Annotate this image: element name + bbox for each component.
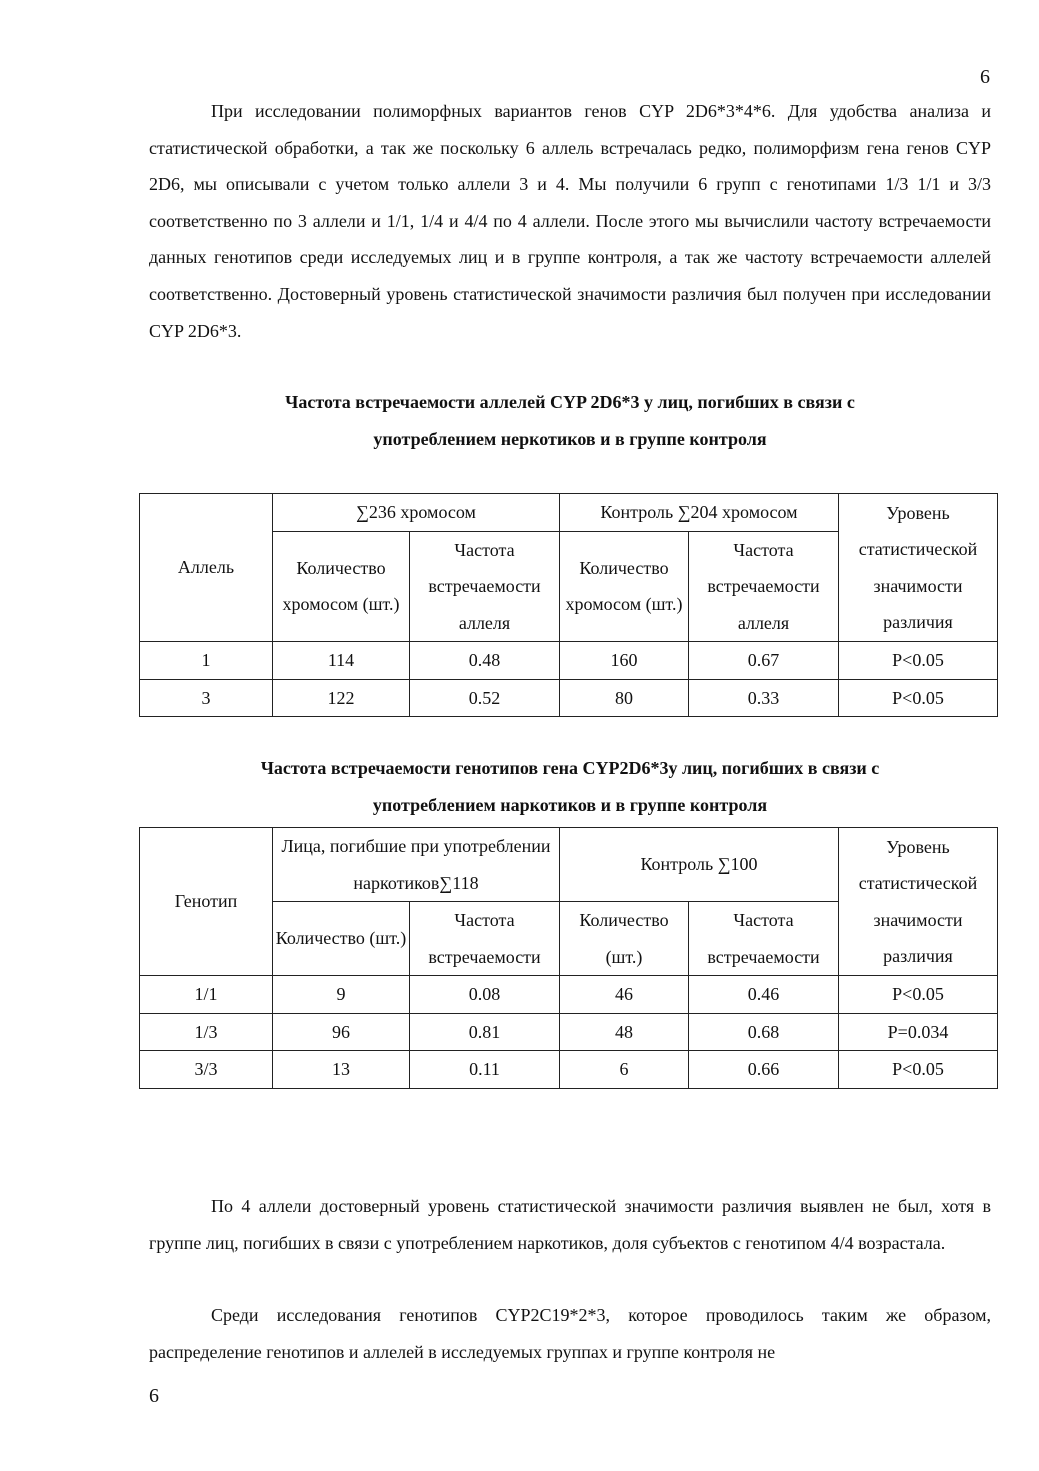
cell-freq-study: 0.48 xyxy=(410,642,560,680)
cell-allele: 3 xyxy=(140,679,273,717)
header-freq-control: Частота встречаемости аллеля xyxy=(689,531,839,642)
header-freq-study: Частота встречаемости аллеля xyxy=(410,531,560,642)
header-count-study: Количество хромосом (шт.) xyxy=(273,531,410,642)
header-count-study: Количество (шт.) xyxy=(273,902,410,976)
header-count-control: Количество хромосом (шт.) xyxy=(560,531,689,642)
table-header-row xyxy=(140,494,998,532)
cell-freq-control: 0.46 xyxy=(689,976,839,1014)
cell-significance: P<0.05 xyxy=(839,976,998,1014)
table-header-row xyxy=(140,828,998,902)
cell-count-study: 122 xyxy=(273,679,410,717)
header-count-control: Количество (шт.) xyxy=(560,902,689,976)
cell-freq-control: 0.66 xyxy=(689,1051,839,1089)
cell-significance: P<0.05 xyxy=(839,642,998,680)
cell-genotype: 3/3 xyxy=(140,1051,273,1089)
paragraph-cyp2c19: Среди исследования генотипов CYP2C19*2*3, которое проводилось таким же образом, распределение генотипов и аллелей в исследуемых группах и группе контроля не xyxy=(149,1305,991,1362)
table-row xyxy=(140,642,998,680)
allele-frequency-table xyxy=(139,493,998,717)
header-group-control: Контроль ∑204 хромосом xyxy=(560,494,839,532)
cell-count-control: 46 xyxy=(560,976,689,1014)
cell-genotype: 1/3 xyxy=(140,1013,273,1051)
cell-count-control: 48 xyxy=(560,1013,689,1051)
page-number-top: 6 xyxy=(980,66,990,88)
cell-freq-study: 0.11 xyxy=(410,1051,560,1089)
cell-freq-study: 0.81 xyxy=(410,1013,560,1051)
header-significance: Уровень статистической значимости различия xyxy=(839,494,998,642)
header-genotype: Генотип xyxy=(140,828,273,976)
genotype-frequency-table xyxy=(139,827,998,1089)
table1-caption-line1: Частота встречаемости аллелей CYP 2D6*3 у лиц, погибших в связи с xyxy=(285,392,855,412)
header-significance: Уровень статистической значимости различия xyxy=(839,828,998,976)
header-allele: Аллель xyxy=(140,494,273,642)
header-group-study: ∑236 хромосом xyxy=(273,494,560,532)
table2-caption-line1: Частота встречаемости генотипов гена CYP2D6*3у лиц, погибших в связи с xyxy=(260,758,880,778)
cell-count-study: 96 xyxy=(273,1013,410,1051)
cell-count-control: 160 xyxy=(560,642,689,680)
cell-count-study: 13 xyxy=(273,1051,410,1089)
table-row xyxy=(140,1051,998,1089)
table1-caption-line2: употреблением неркотиков и в группе контроля xyxy=(373,428,767,449)
cell-count-study: 9 xyxy=(273,976,410,1014)
table1-caption xyxy=(149,384,991,457)
header-group-control: Контроль ∑100 xyxy=(560,828,839,902)
table-row xyxy=(140,976,998,1014)
cell-freq-control: 0.33 xyxy=(689,679,839,717)
cell-significance: P<0.05 xyxy=(839,1051,998,1089)
page-number-bottom: 6 xyxy=(149,1385,159,1407)
cell-freq-control: 0.68 xyxy=(689,1013,839,1051)
cell-freq-study: 0.08 xyxy=(410,976,560,1014)
table-row xyxy=(140,1013,998,1051)
header-freq-study: Частота встречаемости xyxy=(410,902,560,976)
cell-count-study: 114 xyxy=(273,642,410,680)
cell-count-control: 80 xyxy=(560,679,689,717)
cell-freq-study: 0.52 xyxy=(410,679,560,717)
cell-freq-control: 0.67 xyxy=(689,642,839,680)
table2-caption-line2: употреблением наркотиков и в группе контроля xyxy=(372,794,768,815)
cell-allele: 1 xyxy=(140,642,273,680)
cell-genotype: 1/1 xyxy=(140,976,273,1014)
table-row xyxy=(140,679,998,717)
cell-significance: P=0.034 xyxy=(839,1013,998,1051)
cell-significance: P<0.05 xyxy=(839,679,998,717)
cell-count-control: 6 xyxy=(560,1051,689,1089)
header-freq-control: Частота встречаемости xyxy=(689,902,839,976)
header-group-study: Лица, погибшие при употреблении наркотиков∑118 xyxy=(273,828,560,902)
table2-caption xyxy=(149,750,991,823)
paragraph-allele4: По 4 аллели достоверный уровень статистической значимости различия выявлен не был, хотя в группе лиц, погибших в связи с употреблением наркотиков, доля субъектов с генотипом 4/4 возрастала. xyxy=(149,1196,991,1253)
paragraph-intro: При исследовании полиморфных вариантов генов CYP 2D6*3*4*6. Для удобства анализа и статистической обработки, а так же поскольку 6 аллель встречалась редко, полиморфизм гена генов CYP 2D6, мы описывали с учетом только аллели 3 и 4. Мы получили 6 групп с генотипами 1/3 1/1 и 3/3 соответственно по 3 аллели и 1/1, 1/4 и 4/4 по 4 аллели. После этого мы вычислили частоту встречаемости данных генотипов среди исследуемых лиц и в группе контроля, а так же частоту встречаемости аллелей соответственно. Достоверный уровень статистической значимости различия был получен при исследовании CYP 2D6*3. xyxy=(149,101,991,341)
